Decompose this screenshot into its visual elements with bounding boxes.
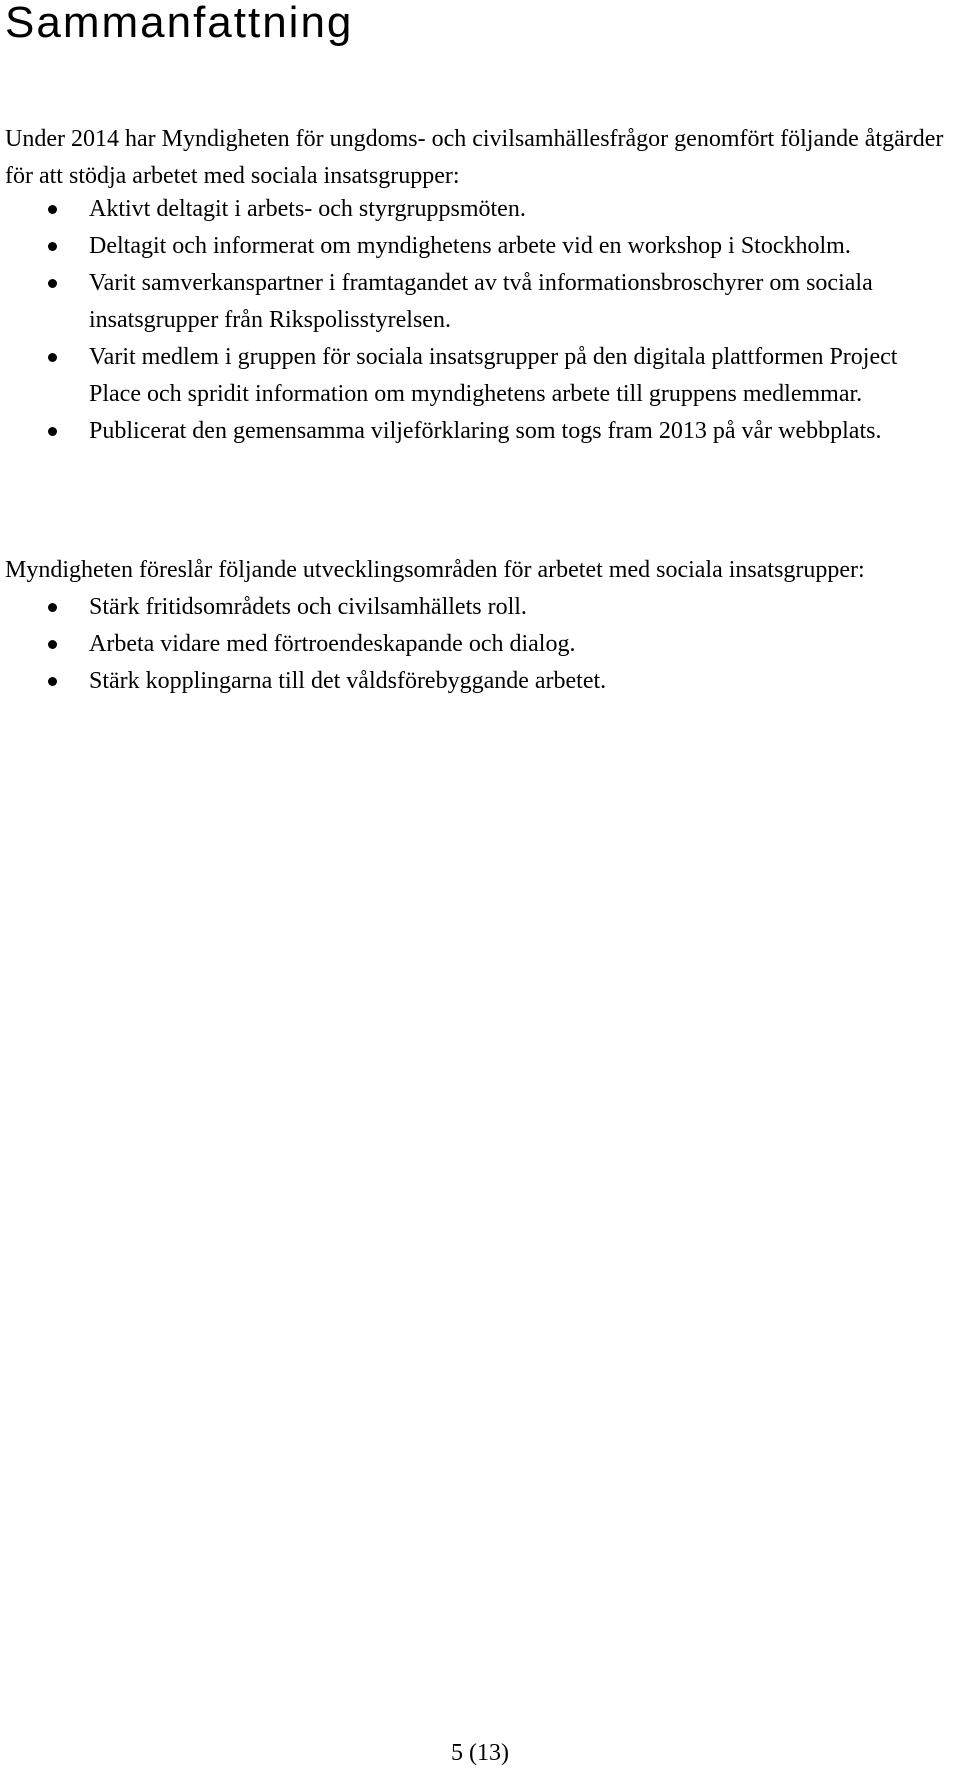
list-item-text: Stärk fritidsområdets och civilsamhällets roll. <box>89 594 527 620</box>
list-item <box>0 413 950 450</box>
page-number: 5 (13) <box>451 1740 509 1766</box>
list-item <box>0 265 950 339</box>
list-item <box>0 228 950 265</box>
bullet-icon <box>48 427 57 436</box>
list-item-text: Arbeta vidare med förtroendeskapande och dialog. <box>89 631 576 657</box>
bullet-icon <box>48 205 57 214</box>
proposal-paragraph: Myndigheten föreslår följande utvecklingsområden för arbetet med sociala insatsgrupper: <box>5 557 865 583</box>
bullet-icon <box>48 353 57 362</box>
list-item-text: Aktivt deltagit i arbets- och styrgruppsmöten. <box>89 196 526 222</box>
list-item <box>0 191 950 228</box>
intro-paragraph: Under 2014 har Myndigheten för ungdoms- och civilsamhällesfrågor genomfört följande åtgärder för att stödja arbetet med sociala insatsgrupper: <box>5 126 944 189</box>
list-item-text: Publicerat den gemensamma viljeförklaring som togs fram 2013 på vår webbplats. <box>89 418 882 444</box>
bullet-icon <box>48 677 57 686</box>
proposals-list <box>0 589 950 700</box>
list-item-text: Varit medlem i gruppen för sociala insatsgrupper på den digitala plattformen Project Place och spridit information om myndighetens arbete till gruppens medlemmar. <box>89 344 898 407</box>
list-item-text: Deltagit och informerat om myndighetens arbete vid en workshop i Stockholm. <box>89 233 851 259</box>
list-item <box>0 663 950 700</box>
bullet-icon <box>48 279 57 288</box>
bullet-icon <box>48 242 57 251</box>
actions-list <box>0 191 950 450</box>
list-item-text: Stärk kopplingarna till det våldsförebyggande arbetet. <box>89 668 607 694</box>
page-title: Sammanfattning <box>5 0 354 47</box>
list-item <box>0 339 950 413</box>
list-item <box>0 589 950 626</box>
list-item <box>0 626 950 663</box>
bullet-icon <box>48 603 57 612</box>
bullet-icon <box>48 640 57 649</box>
list-item-text: Varit samverkanspartner i framtagandet av två informationsbroschyrer om sociala insatsgrupper från Rikspolisstyrelsen. <box>89 270 873 333</box>
